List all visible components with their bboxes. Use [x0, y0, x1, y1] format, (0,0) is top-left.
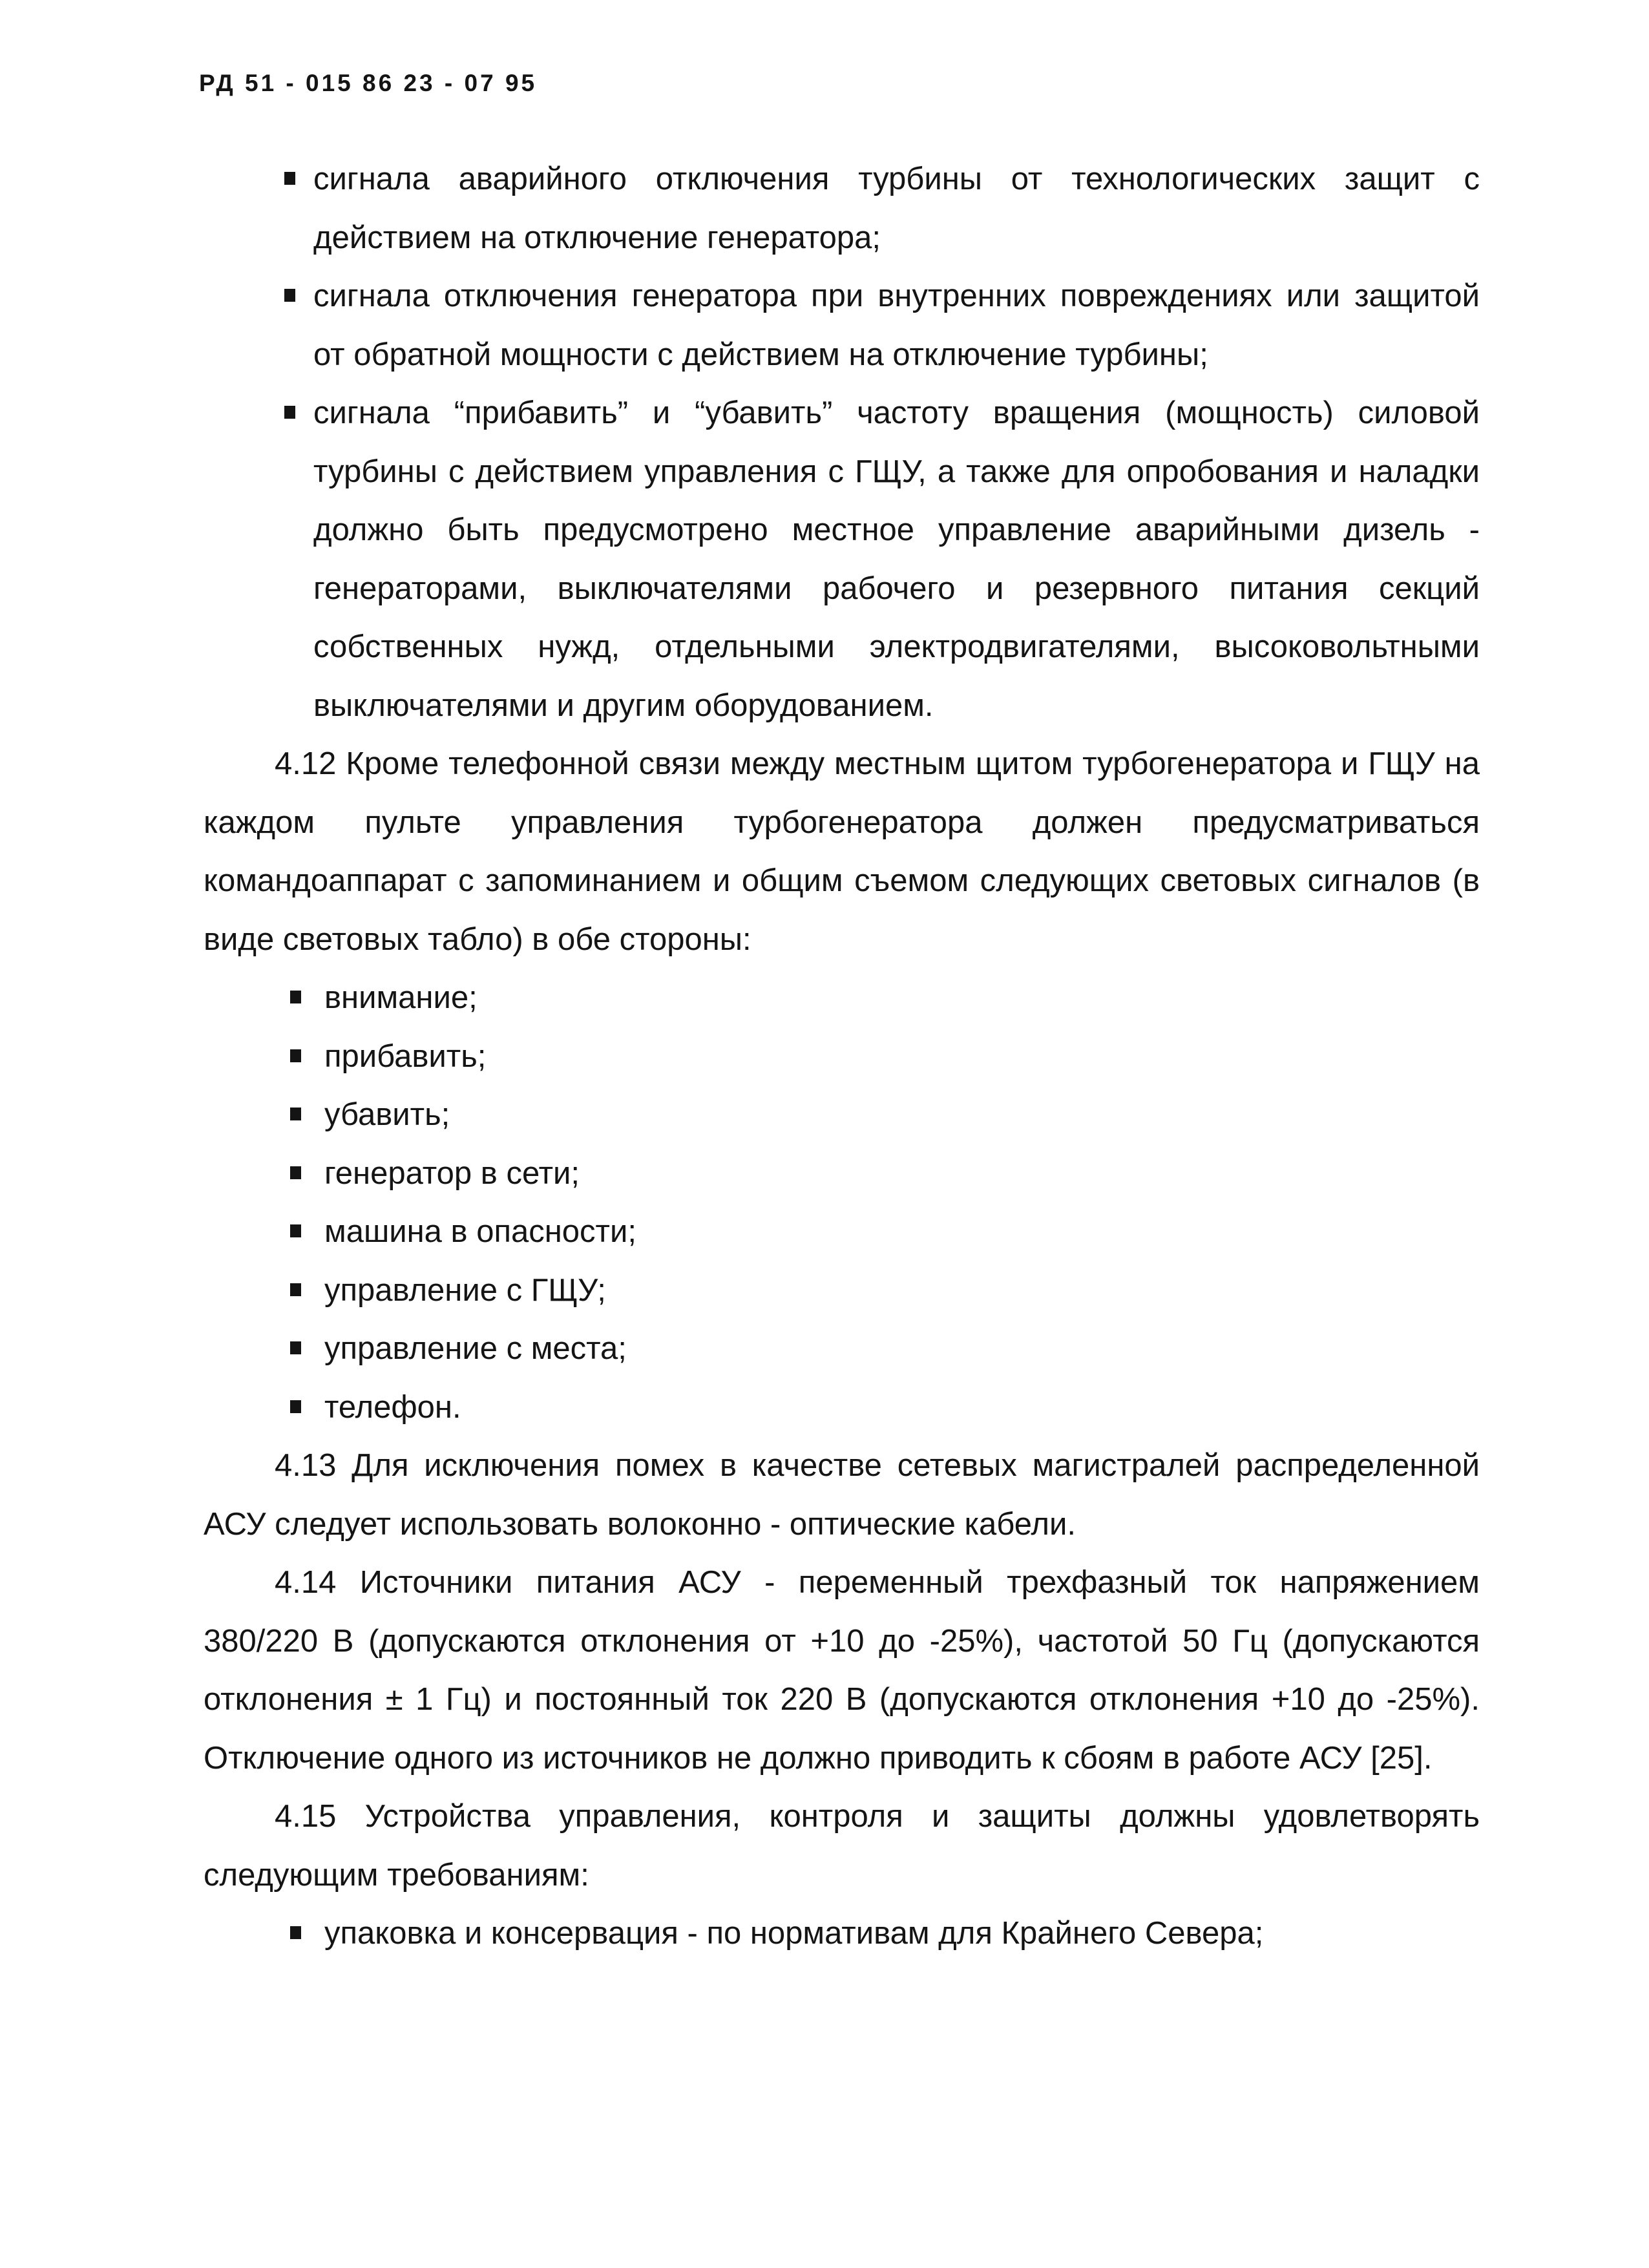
square-bullet-icon: [290, 1166, 301, 1179]
light-signal-list: [204, 969, 1480, 1436]
document-body: [204, 150, 1480, 1963]
list-item-text: прибавить;: [324, 1038, 487, 1074]
list-item-text: сигнала аварийного отключения турбины от технологических защит с действием на отключение генератора;: [313, 162, 1480, 255]
paragraph-4-12: 4.12 Кроме телефонной связи между местным щитом турбогенератора и ГЩУ на каждом пульте управления турбогенератора должен предусматриваться командоаппарат с запоминанием и общим съемом следующих световых сигналов (в виде световых табло) в обе стороны:: [204, 746, 1480, 957]
list-item: [204, 1378, 1480, 1437]
square-bullet-icon: [290, 1341, 301, 1354]
list-item-text: убавить;: [324, 1097, 450, 1132]
list-item-text: управление с ГЩУ;: [324, 1272, 606, 1308]
square-bullet-icon: [290, 1400, 301, 1413]
list-item-text: машина в опасности;: [324, 1214, 636, 1249]
paragraph-4-15: 4.15 Устройства управления, контроля и защиты должны удовлетворять следующим требованиям:: [204, 1799, 1480, 1893]
square-bullet-icon: [284, 289, 295, 302]
list-item: [204, 1904, 1480, 1963]
square-bullet-icon: [290, 1049, 301, 1062]
list-item: [204, 1319, 1480, 1378]
list-item-text: управление с места;: [324, 1331, 627, 1366]
document-code-header: РД 51 - 015 86 23 - 07 95: [199, 70, 538, 96]
list-item: [204, 1202, 1480, 1261]
list-item: [204, 1086, 1480, 1144]
square-bullet-icon: [290, 991, 301, 1003]
list-item: [204, 1027, 1480, 1086]
square-bullet-icon: [290, 1926, 301, 1939]
list-item: [204, 384, 1480, 735]
list-item-text: телефон.: [324, 1389, 461, 1425]
list-item-text: сигнала “прибавить” и “убавить” частоту вращения (мощность) силовой турбины с действием управления с ГЩУ, а также для опробования и наладки должно быть предусмотрено местное управление аварийными дизель - генераторами, выключателями рабочего и резервного питания секций собственных нужд, отдельными электродвигателями, высоковольтными выключателями и другим оборудованием.: [313, 395, 1480, 723]
square-bullet-icon: [290, 1283, 301, 1296]
requirements-list: [204, 1904, 1480, 1963]
list-item: [204, 267, 1480, 384]
list-item-text: сигнала отключения генератора при внутренних повреждениях или защитой от обратной мощности с действием на отключение турбины;: [313, 278, 1480, 372]
list-item: [204, 969, 1480, 1027]
list-item-text: упаковка и консервация - по нормативам для Крайнего Севера;: [324, 1916, 1264, 1951]
list-item: [204, 1261, 1480, 1320]
list-item: [204, 1144, 1480, 1203]
square-bullet-icon: [284, 406, 295, 419]
square-bullet-icon: [290, 1224, 301, 1237]
paragraph-4-13: 4.13 Для исключения помех в качестве сетевых магистралей распределенной АСУ следует использовать волоконно - оптические кабели.: [204, 1448, 1480, 1542]
signal-list: [204, 150, 1480, 735]
paragraph-4-14: 4.14 Источники питания АСУ - переменный трехфазный ток напряжением 380/220 В (допускаются отклонения от +10 до -25%), частотой 50 Гц (допускаются отклонения ± 1 Гц) и постоянный ток 220 В (допускаются отклонения +10 до -25%). Отключение одного из источников не должно приводить к сбоям в работе АСУ [25].: [204, 1565, 1480, 1776]
square-bullet-icon: [284, 172, 295, 185]
square-bullet-icon: [290, 1108, 301, 1120]
list-item-text: внимание;: [324, 980, 478, 1015]
list-item-text: генератор в сети;: [324, 1155, 580, 1191]
list-item: [204, 150, 1480, 267]
